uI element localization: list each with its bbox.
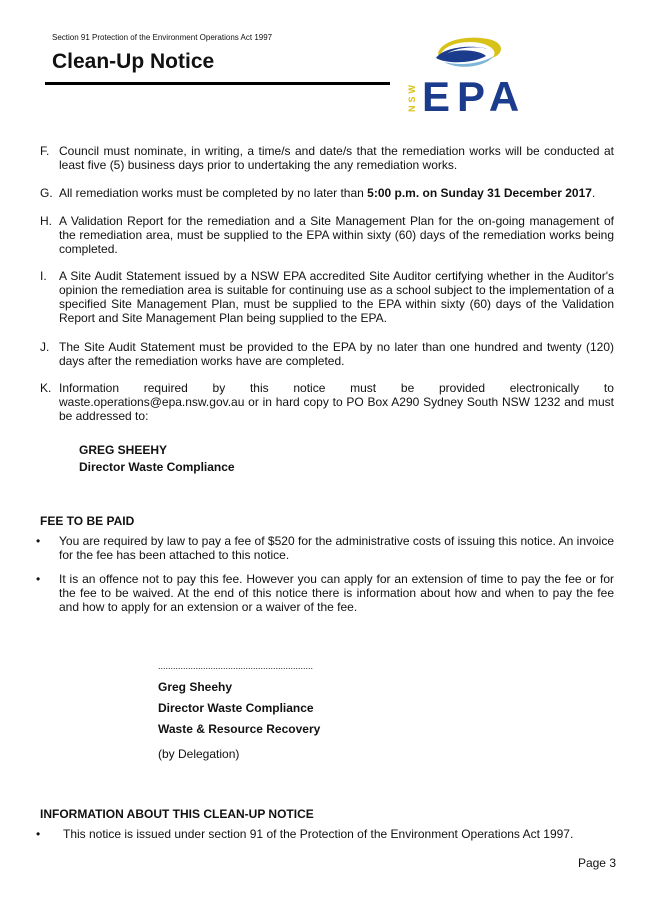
condition-letter: F. xyxy=(40,144,50,158)
condition-letter: K. xyxy=(40,381,52,395)
signature-line: .............................................................. xyxy=(158,661,314,671)
condition-text: A Validation Report for the remediation and a Site Management Plan for the on-going management of the remediation area, must be supplied to the EPA within sixty (60) days of the remediation works being completed. xyxy=(59,214,614,256)
info-bullet xyxy=(36,827,614,841)
signatory-title: Director Waste Compliance xyxy=(158,701,314,715)
info-heading: INFORMATION ABOUT THIS CLEAN-UP NOTICE xyxy=(40,807,314,821)
condition-i xyxy=(40,269,614,325)
info-bullet-text: This notice is issued under section 91 of the Protection of the Environment Operations Act 1997. xyxy=(63,827,574,841)
bullet-dot: • xyxy=(36,827,41,841)
condition-g xyxy=(40,186,614,200)
title-rule xyxy=(45,82,390,85)
condition-h xyxy=(40,214,614,256)
condition-letter: G. xyxy=(40,186,53,200)
condition-j xyxy=(40,340,614,368)
nsw-epa-logo xyxy=(400,34,535,118)
fee-bullet xyxy=(36,534,614,562)
condition-k-first-line: Information required by this notice must be provided electronically to xyxy=(59,381,614,395)
fee-bullet-text: You are required by law to pay a fee of $520 for the administrative costs of issuing this notice. An invoice for the fee has been attached to this notice. xyxy=(59,534,614,562)
signatory-division: Waste & Resource Recovery xyxy=(158,722,321,736)
condition-text xyxy=(59,381,614,423)
logo-nsw: NSW xyxy=(407,82,417,112)
signatory-name: Greg Sheehy xyxy=(158,680,233,694)
condition-letter: J. xyxy=(40,340,50,354)
fee-bullet xyxy=(36,572,614,614)
condition-text: Council must nominate, in writing, a time/s and date/s that the remediation works will be conducted at least five (5) business days prior to undertaking the any remediation works. xyxy=(59,144,614,172)
condition-k xyxy=(40,381,614,423)
addressee-block xyxy=(79,442,235,476)
condition-text: The Site Audit Statement must be provided to the EPA by no later than one hundred and twenty (120) days after the remediation works have are completed. xyxy=(59,340,614,368)
condition-k-rest: waste.operations@epa.nsw.gov.au or in hard copy to PO Box A290 Sydney South NSW 1232 and must be addressed to: xyxy=(59,395,614,423)
condition-f xyxy=(40,144,614,172)
bullet-dot: • xyxy=(36,534,41,548)
fee-bullet-text: It is an offence not to pay this fee. However you can apply for an extension of time to pay the fee or for the fee to be waived. At the end of this notice there is information about how and when to pay the fee and how to apply for an extension or a waiver of the fee. xyxy=(59,572,614,614)
addressee-name: GREG SHEEHY xyxy=(79,443,168,457)
condition-text: A Site Audit Statement issued by a NSW EPA accredited Site Auditor certifying whether in the Auditor's opinion the remediation area is suitable for continuing use as a school subject to the implementation of a specified Site Management Plan, must be supplied to the EPA within sixty (60) days of the Validation Report and Site Management Plan being supplied to the EPA. xyxy=(59,269,614,325)
document-title: Clean-Up Notice xyxy=(52,50,215,73)
fee-heading: FEE TO BE PAID xyxy=(40,514,135,528)
page-number: Page 3 xyxy=(577,856,616,870)
condition-letter: I. xyxy=(40,269,47,283)
condition-text: All remediation works must be completed by no later than 5:00 p.m. on Sunday 31 December 2017. xyxy=(59,186,596,200)
bullet-dot: • xyxy=(36,572,41,586)
condition-letter: H. xyxy=(40,214,52,228)
deadline: 5:00 p.m. on Sunday 31 December 2017 xyxy=(367,186,592,200)
addressee-title: Director Waste Compliance xyxy=(79,460,235,474)
act-reference: Section 91 Protection of the Environment Operations Act 1997 xyxy=(52,33,273,42)
delegation-note: (by Delegation) xyxy=(158,747,240,761)
logo-epa: EPA xyxy=(422,73,527,118)
